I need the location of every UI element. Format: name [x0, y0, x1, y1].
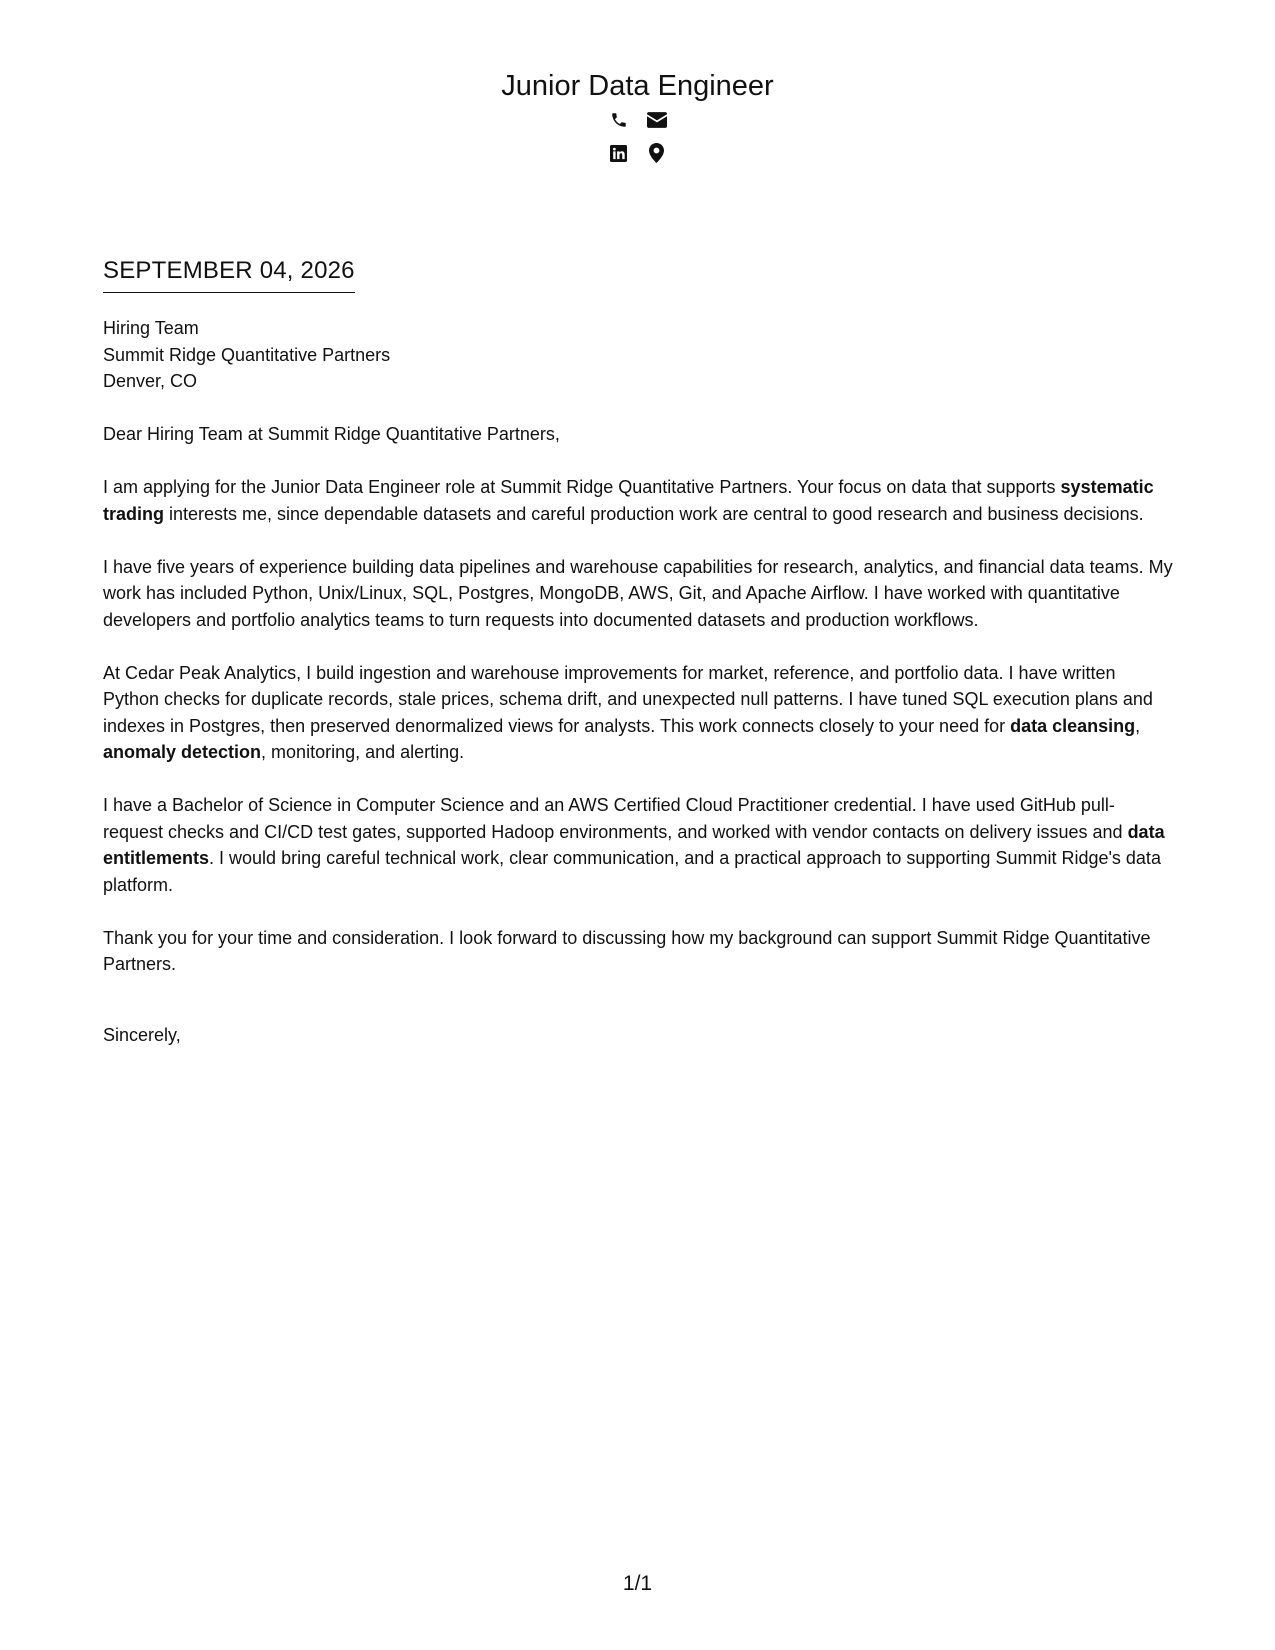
letter-body [103, 315, 1173, 1048]
paragraph-3-bold-1: data cleansing [1010, 715, 1136, 736]
phone-icon[interactable] [609, 110, 629, 130]
paragraph-1-text-c: interests me, since dependable datasets and careful production work are central to good research and business decisions. [164, 503, 1144, 524]
letter-header [0, 68, 1275, 164]
paragraph-4-text-c: . I would bring careful technical work, clear communication, and a practical approach to supporting Summit Ridge's data platform. [103, 848, 1161, 895]
paragraph-1-text-a: I am applying for the Junior Data Engineer role at Summit Ridge Quantitative Partners. Your focus on data that supports [103, 477, 1061, 497]
paragraph-1-bold-1: systematic trading [103, 477, 1154, 524]
paragraph-3-bold-2: anomaly detection [103, 742, 262, 762]
recipient-location: Denver, CO [103, 371, 198, 391]
recipient-company: Summit Ridge Quantitative Partners [103, 344, 391, 365]
closing: Sincerely, [103, 1024, 181, 1045]
paragraph-2: I have five years of experience building data pipelines and warehouse capabilities for research, analytics, and financial data teams. My work has included Python, Unix/Linux, SQL, Postgres, MongoDB, AWS, Git, and Apache Airflow. I have worked with quantitative developers and portfolio analytics teams to turn requests into documented datasets and production workflows. [103, 556, 1173, 630]
salutation: Dear Hiring Team at Summit Ridge Quantitative Partners, [103, 424, 560, 444]
paragraph-3-text-c: , monitoring, and alerting. [261, 742, 465, 762]
envelope-icon[interactable] [647, 110, 667, 130]
contact-icons-row-2 [0, 142, 1275, 164]
paragraph-1 [103, 474, 1173, 527]
recipient-name: Hiring Team [103, 318, 199, 338]
letter-date: SEPTEMBER 04, 2026 [103, 256, 355, 293]
paragraph-3-separator: , [1135, 715, 1141, 736]
map-marker-icon[interactable] [647, 143, 667, 163]
linkedin-icon[interactable] [609, 143, 629, 163]
paragraph-3 [103, 660, 1173, 766]
paragraph-4-bold-1: data entitlements [103, 821, 1165, 868]
paragraph-4-text-a: I have a Bachelor of Science in Computer Science and an AWS Certified Cloud Practitioner credential. I have used GitHub pull-request checks and CI/CD test gates, supported Hadoop environments, and worked with vendor contacts on delivery issues and [103, 795, 1128, 842]
paragraph-4 [103, 792, 1173, 898]
paragraph-5: Thank you for your time and consideration. I look forward to discussing how my background can support Summit Ridge Quantitative Partners. [103, 927, 1151, 974]
paragraph-3-text-a: At Cedar Peak Analytics, I build ingestion and warehouse improvements for market, reference, and portfolio data. I have written Python checks for duplicate records, stale prices, schema drift, and unexpected null patterns. I have tuned SQL execution plans and indexes in Postgres, then preserved denormalized views for analysts. This work connects closely to your need for [103, 662, 1153, 736]
contact-icons-row-1 [0, 109, 1275, 131]
page-number: 1/1 [622, 1572, 653, 1595]
recipient-address [103, 315, 1173, 395]
letter-title: Junior Data Engineer [501, 70, 774, 102]
